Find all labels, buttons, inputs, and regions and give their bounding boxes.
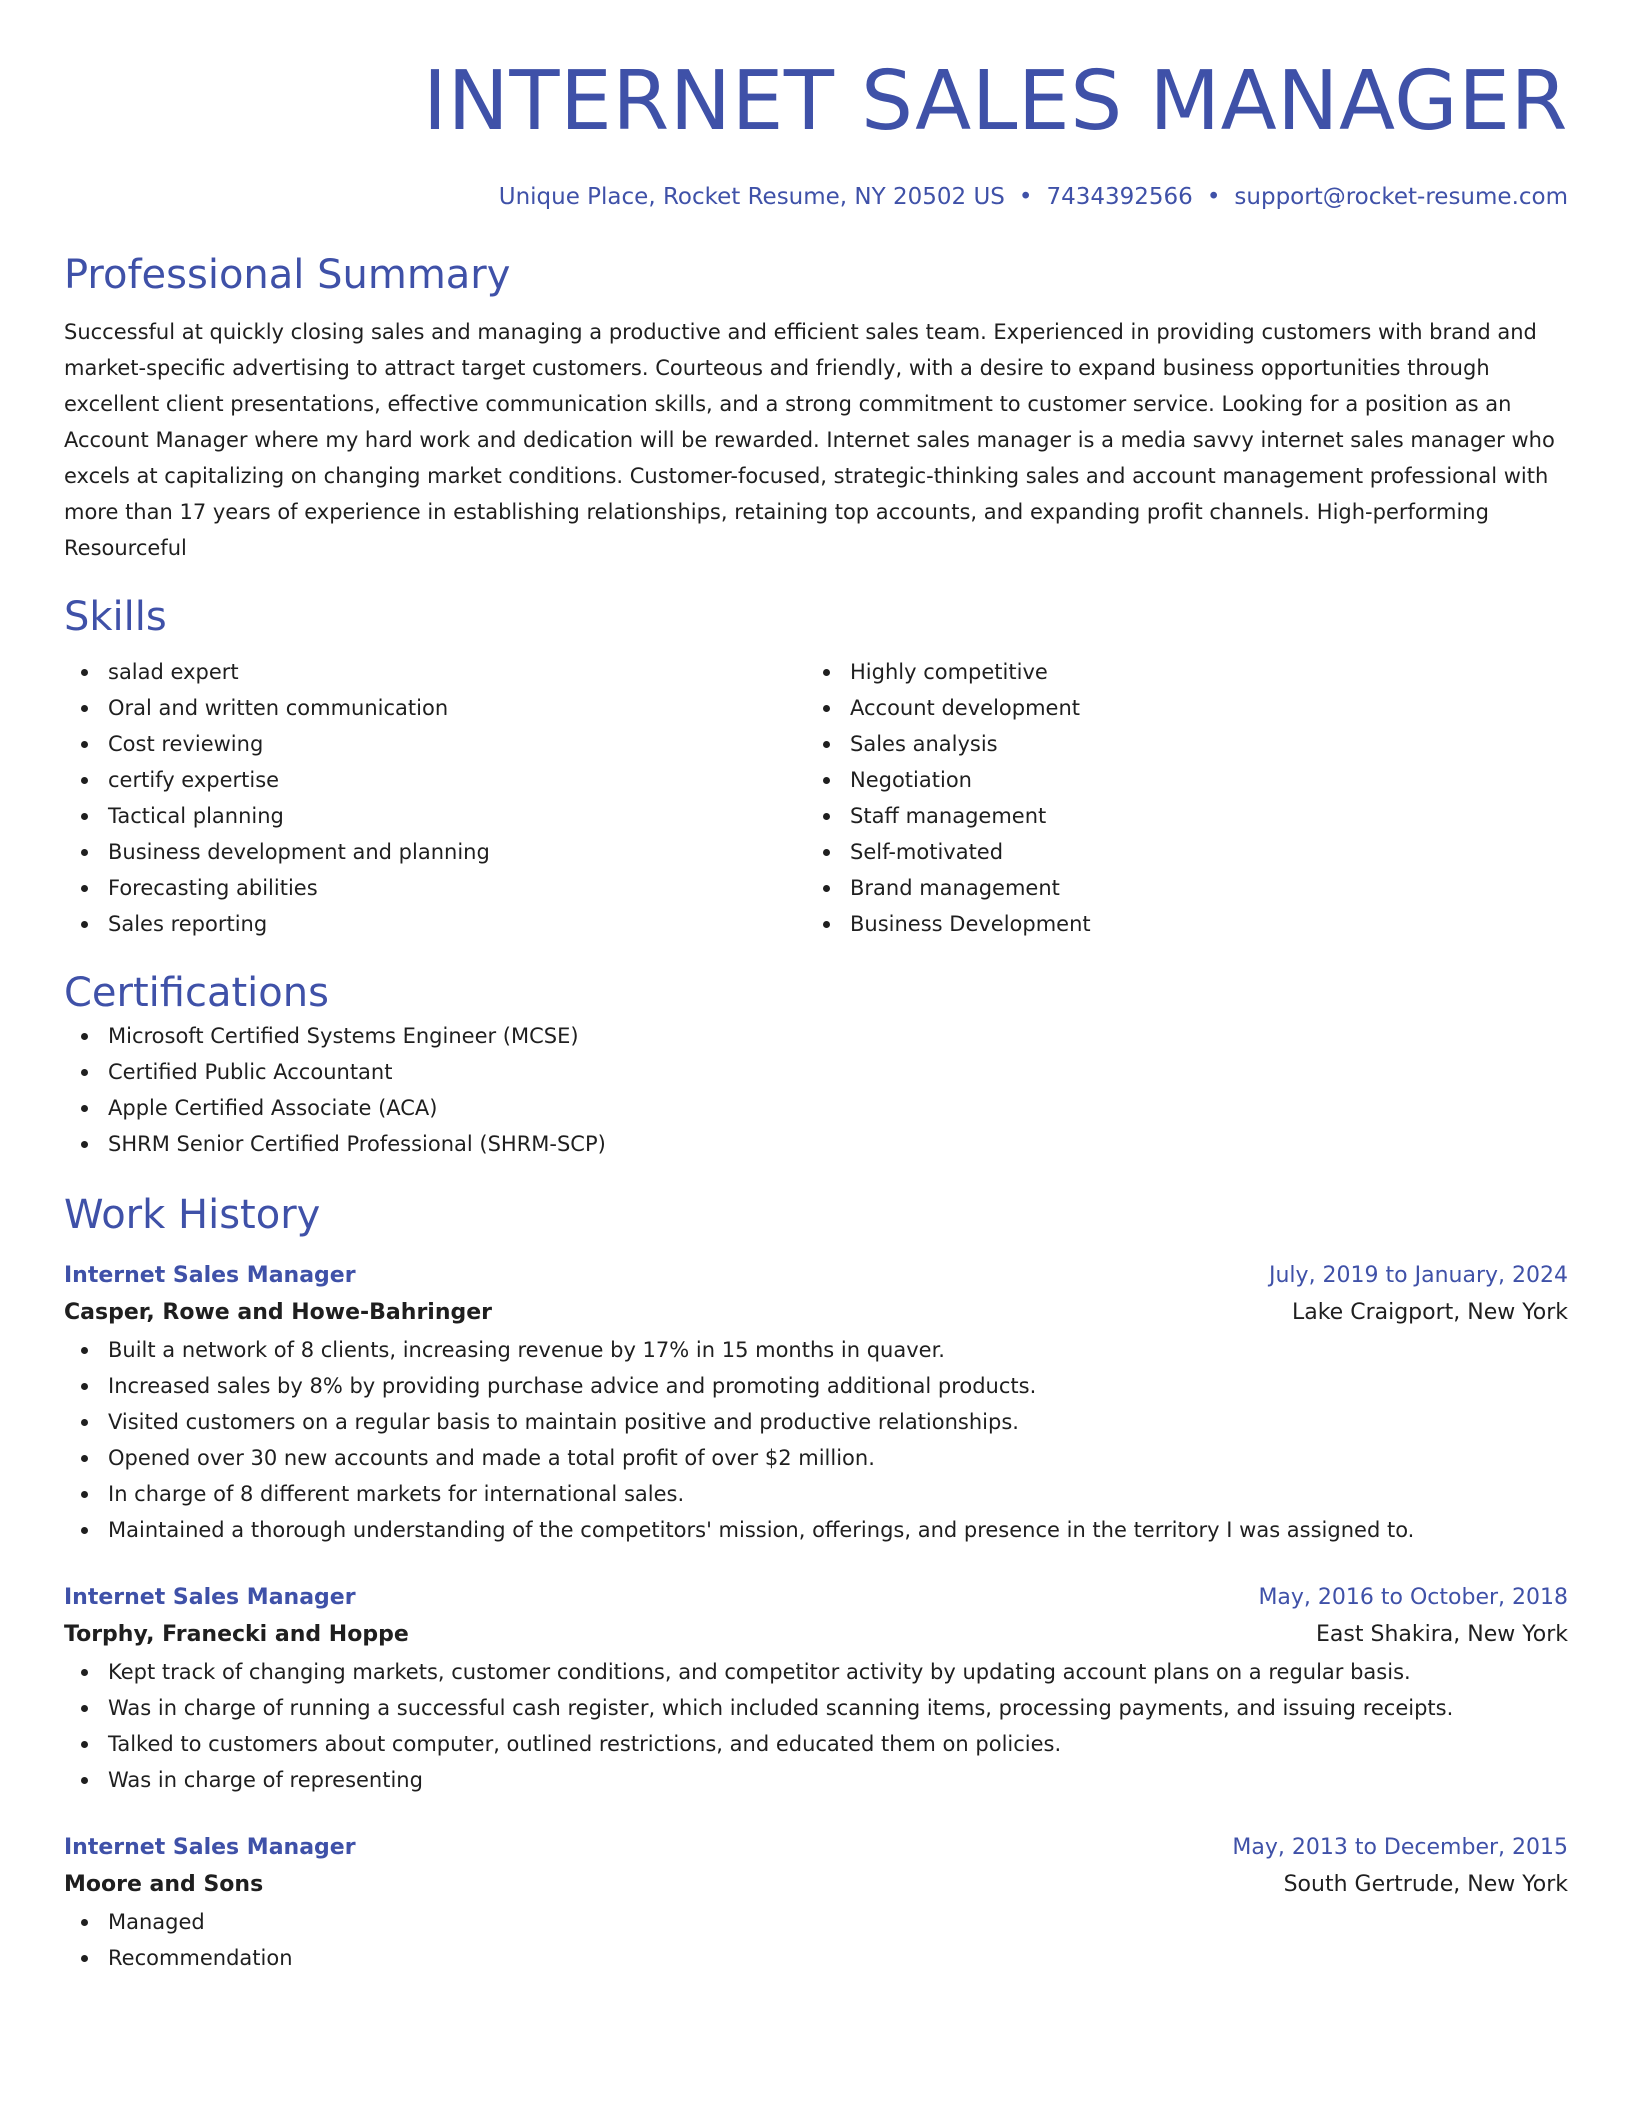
- job-company: Casper, Rowe and Howe-Bahringer: [64, 1300, 493, 1325]
- job-entry: [64, 1580, 1568, 1798]
- skills-heading: Skills: [64, 594, 167, 640]
- job-dates: May, 2013 to December, 2015: [1232, 1835, 1568, 1860]
- skill-item: Business development and planning: [64, 834, 806, 870]
- skill-item: Tactical planning: [64, 798, 806, 834]
- work-history-heading: Work History: [64, 1192, 321, 1238]
- job-bullets: [64, 1654, 1568, 1798]
- contact-phone: 7434392566: [1046, 184, 1193, 210]
- job-bullet: In charge of 8 different markets for international sales.: [64, 1476, 1568, 1512]
- job-dates: May, 2016 to October, 2018: [1258, 1585, 1568, 1610]
- job-bullets: [64, 1332, 1568, 1548]
- summary-heading: Professional Summary: [64, 252, 511, 298]
- skill-item: Forecasting abilities: [64, 870, 806, 906]
- summary-text: Successful at quickly closing sales and managing a productive and efficient sales team. Experienced in providing customers with brand and market-specific advertising to attract target customers. Courteous and friendly, with a desire to expand business opportunities through excellent client presentations, effective communication skills, and a strong commitment to customer service. Looking for a position as an Account Manager where my hard work and dedication will be rewarded. Internet sales manager is a media savvy internet sales manager who excels at capitalizing on changing market conditions. Customer-focused, strategic-thinking sales and account management professional with more than 17 years of experience in establishing relationships, retaining top accounts, and expanding profit channels. High-performing Resourceful: [64, 320, 1555, 560]
- job-title: Internet Sales Manager: [64, 1835, 356, 1860]
- skills-columns: [64, 654, 1568, 942]
- job-location: South Gertrude, New York: [1283, 1872, 1568, 1897]
- skill-item: Account development: [806, 690, 1548, 726]
- certification-item: Apple Certified Associate (ACA): [64, 1090, 1568, 1126]
- job-bullet: Recommendation: [64, 1940, 1568, 1976]
- job-company: Torphy, Franecki and Hoppe: [64, 1622, 409, 1647]
- skills-column-right: [806, 654, 1548, 942]
- certifications-heading: Certifications: [64, 970, 329, 1016]
- skill-item: Highly competitive: [806, 654, 1548, 690]
- certifications-list: [64, 1018, 1568, 1162]
- skill-item: Self-motivated: [806, 834, 1548, 870]
- skill-item: salad expert: [64, 654, 806, 690]
- job-dates: July, 2019 to January, 2024: [1269, 1263, 1568, 1288]
- job-bullet: Was in charge of representing: [64, 1762, 1568, 1798]
- job-bullet: Managed: [64, 1904, 1568, 1940]
- job-entry: [64, 1258, 1568, 1548]
- contact-email[interactable]: support@rocket-resume.com: [1234, 184, 1568, 210]
- certification-item: SHRM Senior Certified Professional (SHRM-SCP): [64, 1126, 1568, 1162]
- job-location: East Shakira, New York: [1316, 1622, 1568, 1647]
- skill-item: Sales analysis: [806, 726, 1548, 762]
- skill-item: Sales reporting: [64, 906, 806, 942]
- job-bullet: Built a network of 8 clients, increasing revenue by 17% in 15 months in quaver.: [64, 1332, 1568, 1368]
- skill-item: certify expertise: [64, 762, 806, 798]
- skill-item: Cost reviewing: [64, 726, 806, 762]
- job-title: Internet Sales Manager: [64, 1585, 356, 1610]
- job-bullet: Kept track of changing markets, customer conditions, and competitor activity by updating account plans on a regular basis.: [64, 1654, 1568, 1690]
- contact-address: Unique Place, Rocket Resume, NY 20502 US: [498, 184, 1005, 210]
- contact-separator: •: [1206, 184, 1221, 210]
- job-title: Internet Sales Manager: [64, 1263, 356, 1288]
- job-bullet: Talked to customers about computer, outlined restrictions, and educated them on policies.: [64, 1726, 1568, 1762]
- certification-item: Certified Public Accountant: [64, 1054, 1568, 1090]
- job-bullet: Visited customers on a regular basis to maintain positive and productive relationships.: [64, 1404, 1568, 1440]
- job-location: Lake Craigport, New York: [1291, 1300, 1568, 1325]
- job-bullet: Maintained a thorough understanding of the competitors' mission, offerings, and presence in the territory I was assigned to.: [64, 1512, 1568, 1548]
- certification-item: Microsoft Certified Systems Engineer (MCSE): [64, 1018, 1568, 1054]
- skill-item: Staff management: [806, 798, 1548, 834]
- contact-line: [64, 182, 1568, 212]
- job-bullets: [64, 1904, 1568, 1976]
- job-bullet: Increased sales by 8% by providing purchase advice and promoting additional products.: [64, 1368, 1568, 1404]
- skill-item: Brand management: [806, 870, 1548, 906]
- resume-name: INTERNET SALES MANAGER: [422, 54, 1568, 149]
- skills-column-left: [64, 654, 806, 942]
- job-entry: [64, 1830, 1568, 1976]
- skill-item: Oral and written communication: [64, 690, 806, 726]
- job-company: Moore and Sons: [64, 1872, 264, 1897]
- resume-page: [64, 0, 1568, 1976]
- contact-separator: •: [1018, 184, 1033, 210]
- job-bullet: Opened over 30 new accounts and made a total profit of over $2 million.: [64, 1440, 1568, 1476]
- job-bullet: Was in charge of running a successful cash register, which included scanning items, processing payments, and issuing receipts.: [64, 1690, 1568, 1726]
- skill-item: Business Development: [806, 906, 1548, 942]
- skill-item: Negotiation: [806, 762, 1548, 798]
